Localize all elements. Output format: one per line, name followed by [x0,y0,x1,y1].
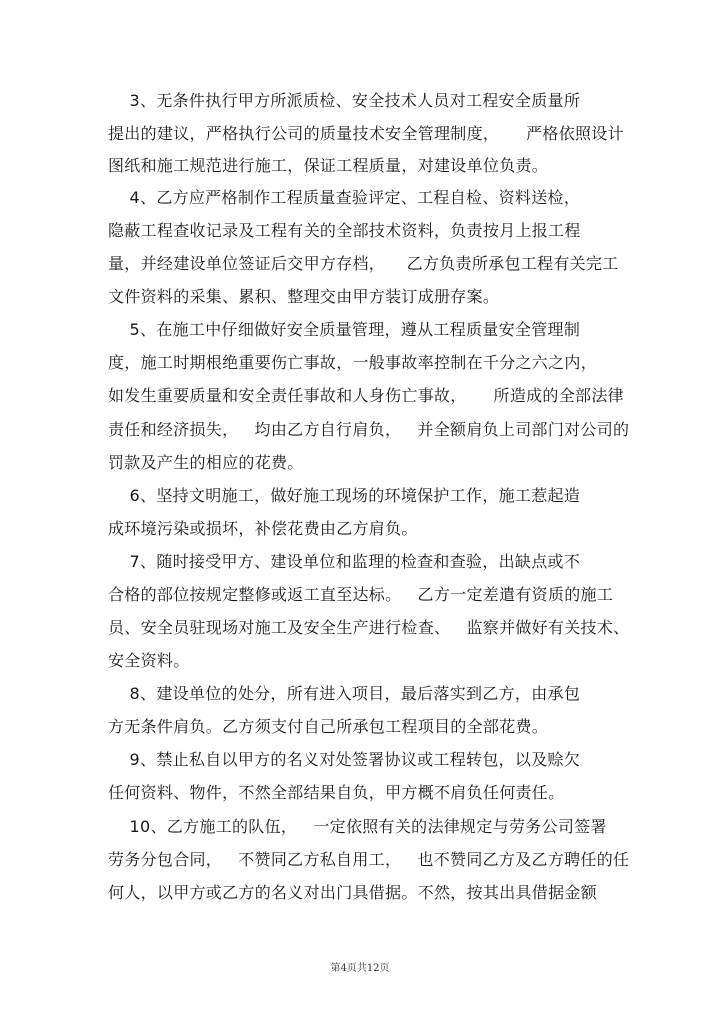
text-line: 9、禁止私自以甲方的名义对处签署协议或工程转包，以及赊欠 [108,750,581,769]
text-line: 安全资料。 [108,651,190,670]
text-line: 成环境污染或损坏，补偿花费由乙方肩负。 [108,519,418,538]
text-line: 员、安全员驻现场对施工及安全生产进行检查、 监察并做好有关技术、 [108,618,630,637]
text-line: 量，并经建设单位签证后交甲方存档， 乙方负责所承包工程有关完工 [108,254,619,273]
text-line: 7、随时接受甲方、建设单位和监理的检查和查验，出缺点或不 [108,552,581,571]
text-line: 责任和经济损失， 均由乙方自行肩负， 并全额肩负上司部门对公司的 [108,420,630,439]
text-line: 6、坚持文明施工，做好施工现场的环境保护工作，施工惹起造 [108,486,581,505]
text-line: 方无条件肩负。乙方须支付自己所承包工程项目的全部花费。 [108,717,549,736]
text-line: 4、乙方应严格制作工程质量查验评定、工程自检、资料送检， [108,188,581,207]
text-line: 文件资料的采集、累积、整理交由甲方装订成册存案。 [108,287,500,306]
text-line: 任何资料、物件，不然全部结果自负，甲方概不肩负任何责任。 [108,783,565,802]
text-line: 罚款及产生的相应的花费。 [108,453,304,472]
text-line: 10、乙方施工的队伍， 一定依照有关的法律规定与劳务公司签署 [108,817,607,836]
text-line: 度，施工时期根绝重要伤亡事故，一般事故率控制在千分之六之内， [108,353,598,372]
text-line: 如发生重要质量和安全责任事故和人身伤亡事故， 所造成的全部法律 [108,386,624,405]
text-line: 图纸和施工规范进行施工，保证工程质量，对建设单位负责。 [108,156,549,175]
text-line: 3、无条件执行甲方所派质检、安全技术人员对工程安全质量所 [108,91,581,110]
text-line: 何人，以甲方或乙方的名义对出门具借据。不然，按其出具借据金额 [108,883,598,902]
text-line: 提出的建议，严格执行公司的质量技术安全管理制度， 严格依照设计 [108,124,624,143]
text-line: 8、建设单位的处分，所有进入项目，最后落实到乙方，由承包 [108,684,581,703]
text-line: 合格的部位按规定整修或返工直至达标。 乙方一定差遣有资质的施工 [108,585,614,604]
text-line: 隐蔽工程查收记录及工程有关的全部技术资料，负责按月上报工程 [108,221,581,240]
text-line: 劳务分包合同， 不赞同乙方私自用工， 也不赞同乙方及乙方聘任的任 [108,850,630,869]
page-number-footer: 第4页共12页 [330,963,390,974]
text-line: 5、在施工中仔细做好安全质量管理，遵从工程质量安全管理制 [108,320,581,339]
